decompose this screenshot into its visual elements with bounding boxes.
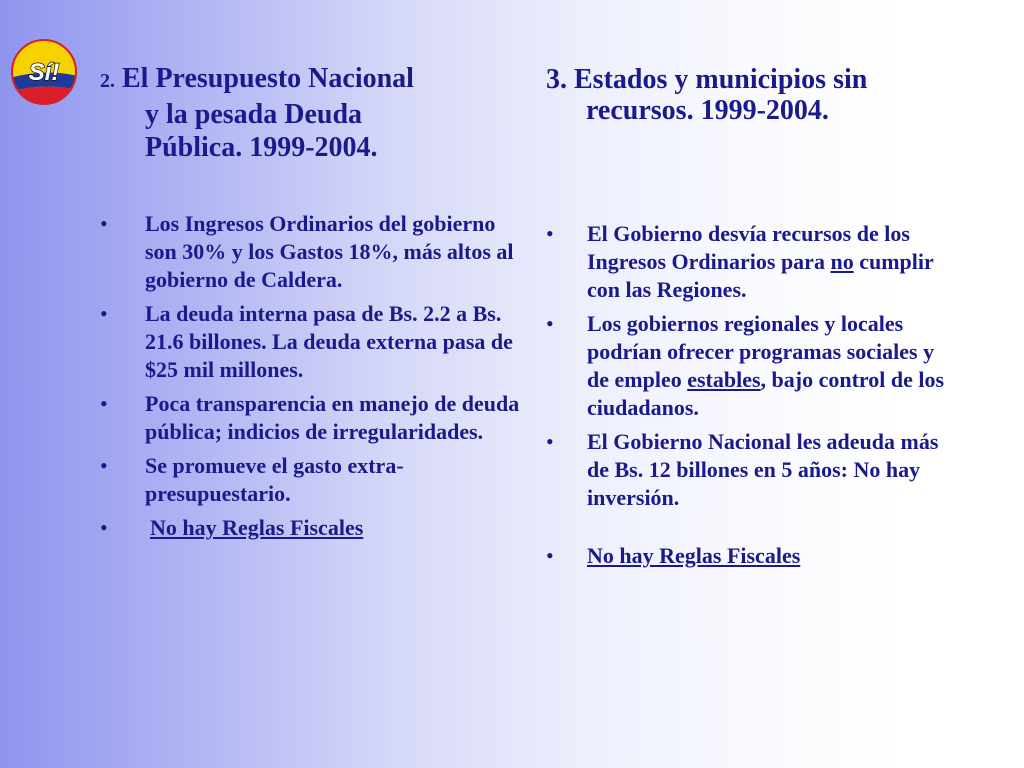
list-item: • El Gobierno Nacional les adeuda más de Bs. 12 billones en 5 años: No hay inversión.	[546, 429, 939, 510]
title-line-3: Pública. 1999-2004.	[145, 132, 378, 163]
right-title	[546, 64, 966, 126]
list-item: • El Gobierno desvía recursos de los Ingresos Ordinarios para no cumplir con las Regiones.	[546, 221, 934, 302]
list-item: • Se promueve el gasto extra-presupuestario.	[100, 453, 404, 506]
list-item: • La deuda interna pasa de Bs. 2.2 a Bs. 21.6 billones. La deuda externa pasa de $25 mil millones.	[100, 301, 513, 382]
bullet-icon: •	[100, 453, 108, 478]
bullet-icon: •	[100, 391, 108, 416]
list-item: • Los Ingresos Ordinarios del gobierno son 30% y los Gastos 18%, más altos al gobierno de Caldera.	[100, 211, 514, 292]
title-line-2: recursos. 1999-2004.	[586, 95, 829, 126]
title-line-2: y la pesada Deuda	[145, 99, 363, 130]
bullet-icon: •	[546, 543, 554, 568]
si-logo	[10, 38, 78, 106]
title-line-1: El Presupuesto Nacional	[122, 63, 414, 94]
bullet-icon: •	[546, 221, 554, 246]
bullet-icon: •	[546, 429, 554, 454]
list-item: • Los gobiernos regionales y locales podrían ofrecer programas sociales y de empleo estables, bajo control de los ciudadanos.	[546, 311, 945, 420]
bullet-icon: •	[100, 211, 108, 236]
list-item: • Poca transparencia en manejo de deuda pública; indicios de irregularidades.	[100, 391, 520, 444]
bullet-icon: •	[100, 515, 108, 540]
bullet-icon: •	[546, 311, 554, 336]
no-fiscal-rules-text: No hay Reglas Fiscales	[150, 515, 364, 540]
list-item	[546, 542, 956, 570]
logo-text: Sí!	[28, 59, 60, 86]
no-fiscal-rules-text: No hay Reglas Fiscales	[587, 543, 801, 568]
bullet-icon: •	[100, 301, 108, 326]
list-item	[100, 514, 520, 542]
left-title	[100, 62, 510, 164]
right-bullet-list	[546, 220, 956, 576]
left-bullet-list	[100, 210, 520, 548]
title-line-1: 3. Estados y municipios sin	[546, 64, 868, 95]
title-number: 2.	[100, 70, 115, 92]
